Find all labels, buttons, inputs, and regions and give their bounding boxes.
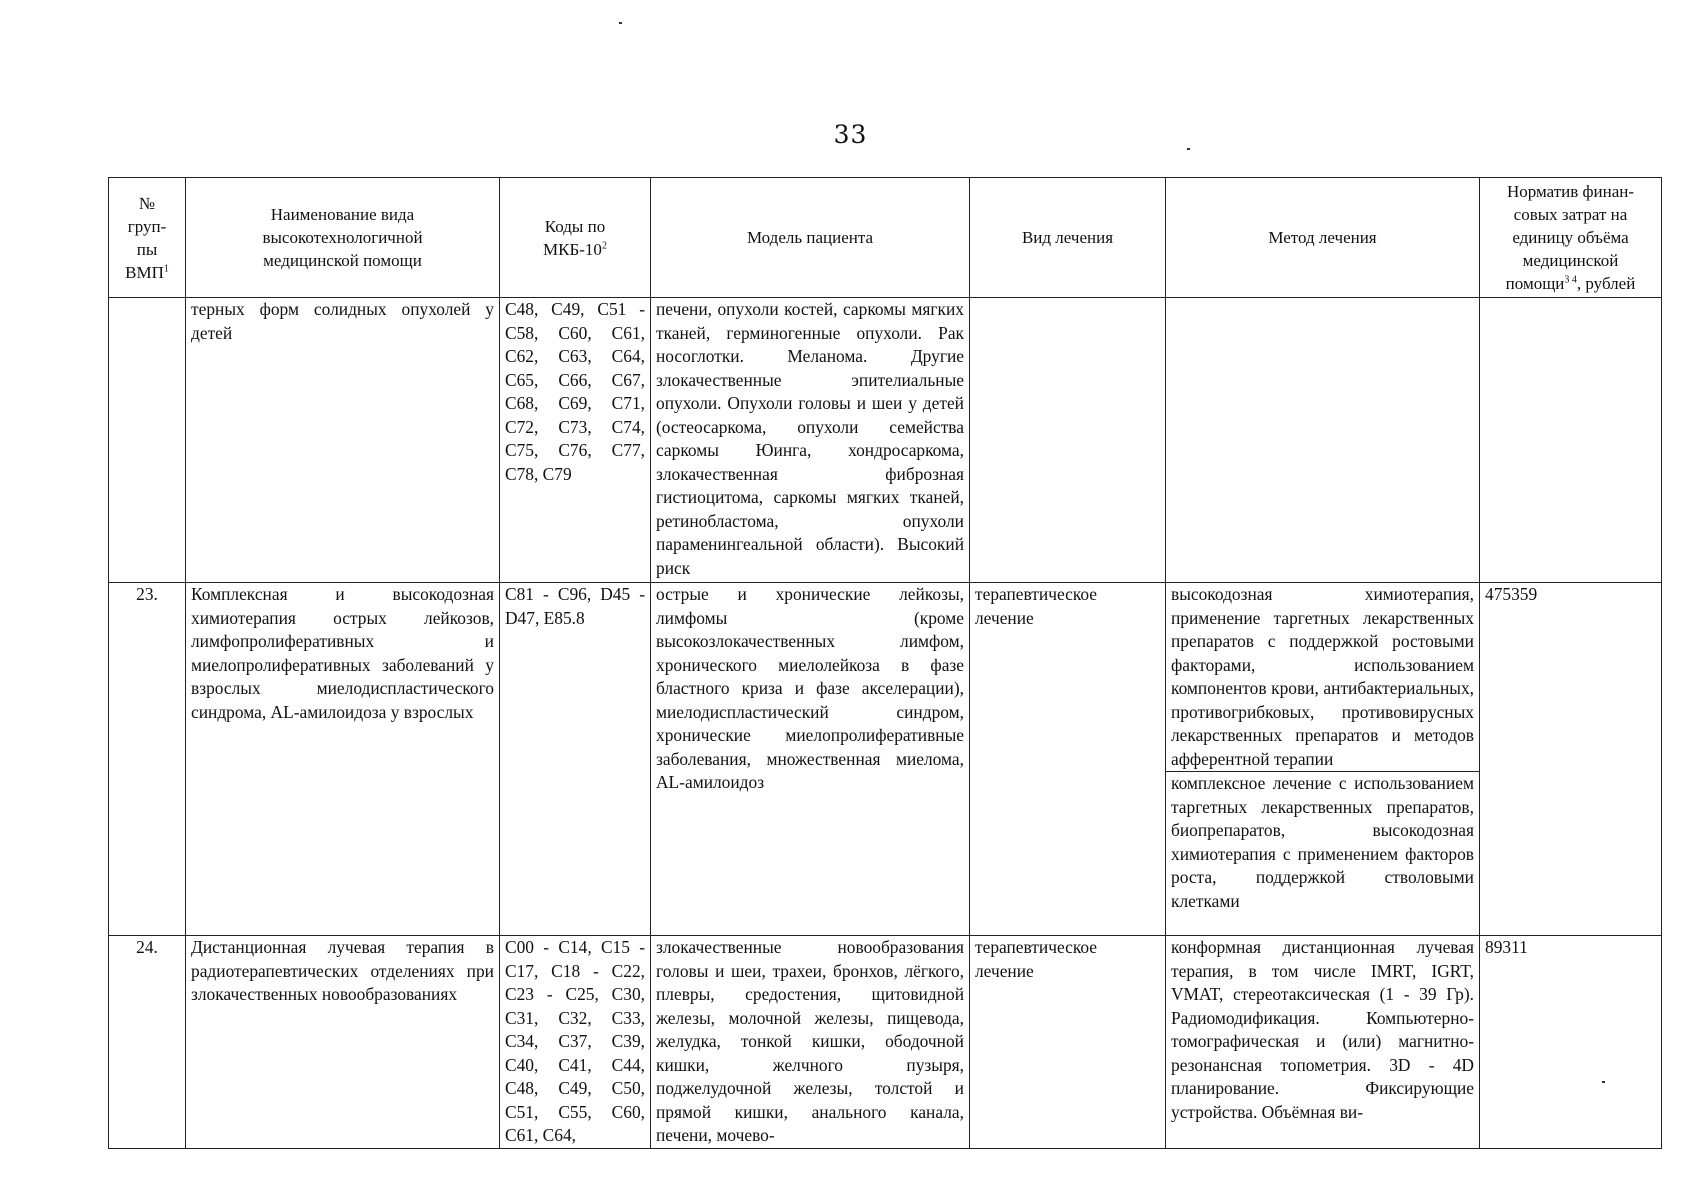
table-row: [109, 583, 1662, 936]
scan-speck: [619, 22, 622, 24]
header-icd-codes: Коды по МКБ-$10^2$: [500, 178, 651, 298]
treatment-method-cell: [1166, 583, 1480, 936]
care-name-cell: терных форм солидных опухолей у детей: [186, 298, 500, 583]
cost-norm-cell: [1480, 298, 1662, 583]
header-patient-model: Модель пациента: [651, 178, 970, 298]
patient-model-cell: острые и хронические лейкозы, лимфомы (кроме высокозлокачественных лимфом, хронического миелолейкоза в фазе бластного криза и фазе акселерации), миелодиспластический синдром, хронические миелопролиферативные заболевания, множественная миелома, AL-амилоидоз: [651, 583, 970, 936]
vmp-table: [108, 177, 1662, 1149]
patient-model-cell: злокачественные новообразования головы и шеи, трахеи, бронхов, лёгкого, плевры, средостения, щитовидной железы, молочной железы, пищевода, желудка, тонкой кишки, ободочной кишки, желчного пузыря, поджелудочной железы, толстой и прямой кишки, анального канала, печени, мочево-: [651, 936, 970, 1149]
page-number: 33: [833, 120, 868, 149]
header-care-name: Наименование вида высокотехнологичной медицинской помощи: [186, 178, 500, 298]
table-row: [109, 298, 1662, 583]
treatment-method-cell: [1166, 298, 1480, 583]
icd-codes-cell: C81 - C96, D45 - D47, E85.8: [500, 583, 651, 936]
scan-speck: [1187, 148, 1190, 150]
icd-codes-cell: C00 - C14, C15 - C17, C18 - C22, C23 - C25, C30, C31, C32, C33, C34, C37, C39, C40, C41, C44, C48, C49, C50, C51, C55, C60, C61, C64,: [500, 936, 651, 1149]
method-option: комплексное лечение с использованием таргетных лекарственных препаратов, биопрепаратов, высокодозная химиотерапия с применением факторов роста, поддержкой стволовыми клетками: [1171, 773, 1474, 911]
table-row: [109, 936, 1662, 1149]
header-group-number: № груп- пы ВМП$^1$: [109, 178, 186, 298]
header-treatment-method: Метод лечения: [1166, 178, 1480, 298]
treatment-type-cell: [970, 298, 1166, 583]
header-treatment-type: Вид лечения: [970, 178, 1166, 298]
group-number-cell: [109, 298, 186, 583]
group-number-cell: 23.: [109, 583, 186, 936]
care-name-cell: Комплексная и высокодозная химиотерапия острых лейкозов, лимфопролиферативных и миелопролиферативных заболеваний у взрослых миелодиспластического синдрома, AL-амилоидоза у взрослых: [186, 583, 500, 936]
treatment-type-cell: терапевтическое лечение: [970, 583, 1166, 936]
treatment-type-cell: терапевтическое лечение: [970, 936, 1166, 1149]
treatment-method-cell: конформная дистанционная лучевая терапия, в том числе IMRT, IGRT, VMAT, стереотаксическая (1 - 39 Гр). Радиомодификация. Компьютерно-томографическая и (или) магнитно-резонансная топометрия. 3D - 4D планирование. Фиксирующие устройства. Объёмная ви-: [1166, 936, 1480, 1149]
group-number-cell: 24.: [109, 936, 186, 1149]
cost-norm-cell: 89311: [1480, 936, 1662, 1149]
cost-norm-cell: 475359: [1480, 583, 1662, 936]
icd-codes-cell: C48, C49, C51 - C58, C60, C61, C62, C63, C64, C65, C66, C67, C68, C69, C71, C72, C73, C74, C75, C76, C77, C78, C79: [500, 298, 651, 583]
table-header: [109, 178, 1662, 298]
patient-model-cell: печени, опухоли костей, саркомы мягких тканей, герминогенные опухоли. Рак носоглотки. Меланома. Другие злокачественные эпителиальные опухоли. Опухоли головы и шеи у детей (остеосаркома, опухоли семейства саркомы Юинга, хондросаркома, злокачественная фиброзная гистиоцитома, саркомы мягких тканей, ретинобластома, опухоли параменингеальной области). Высокий риск: [651, 298, 970, 583]
method-option: высокодозная химиотерапия, применение таргетных лекарственных препаратов с поддержкой ростовыми факторами, использованием компонентов крови, антибактериальных, противогрибковых, противовирусных лекарственных препаратов и методов афферентной терапии: [1166, 583, 1479, 772]
care-name-cell: Дистанционная лучевая терапия в радиотерапевтических отделениях при злокачественных новообразованиях: [186, 936, 500, 1149]
header-cost-norm: Норматив финан- совых затрат на единицу объёма медицинской помощи$^{3 4}$, рублей: [1480, 178, 1662, 298]
